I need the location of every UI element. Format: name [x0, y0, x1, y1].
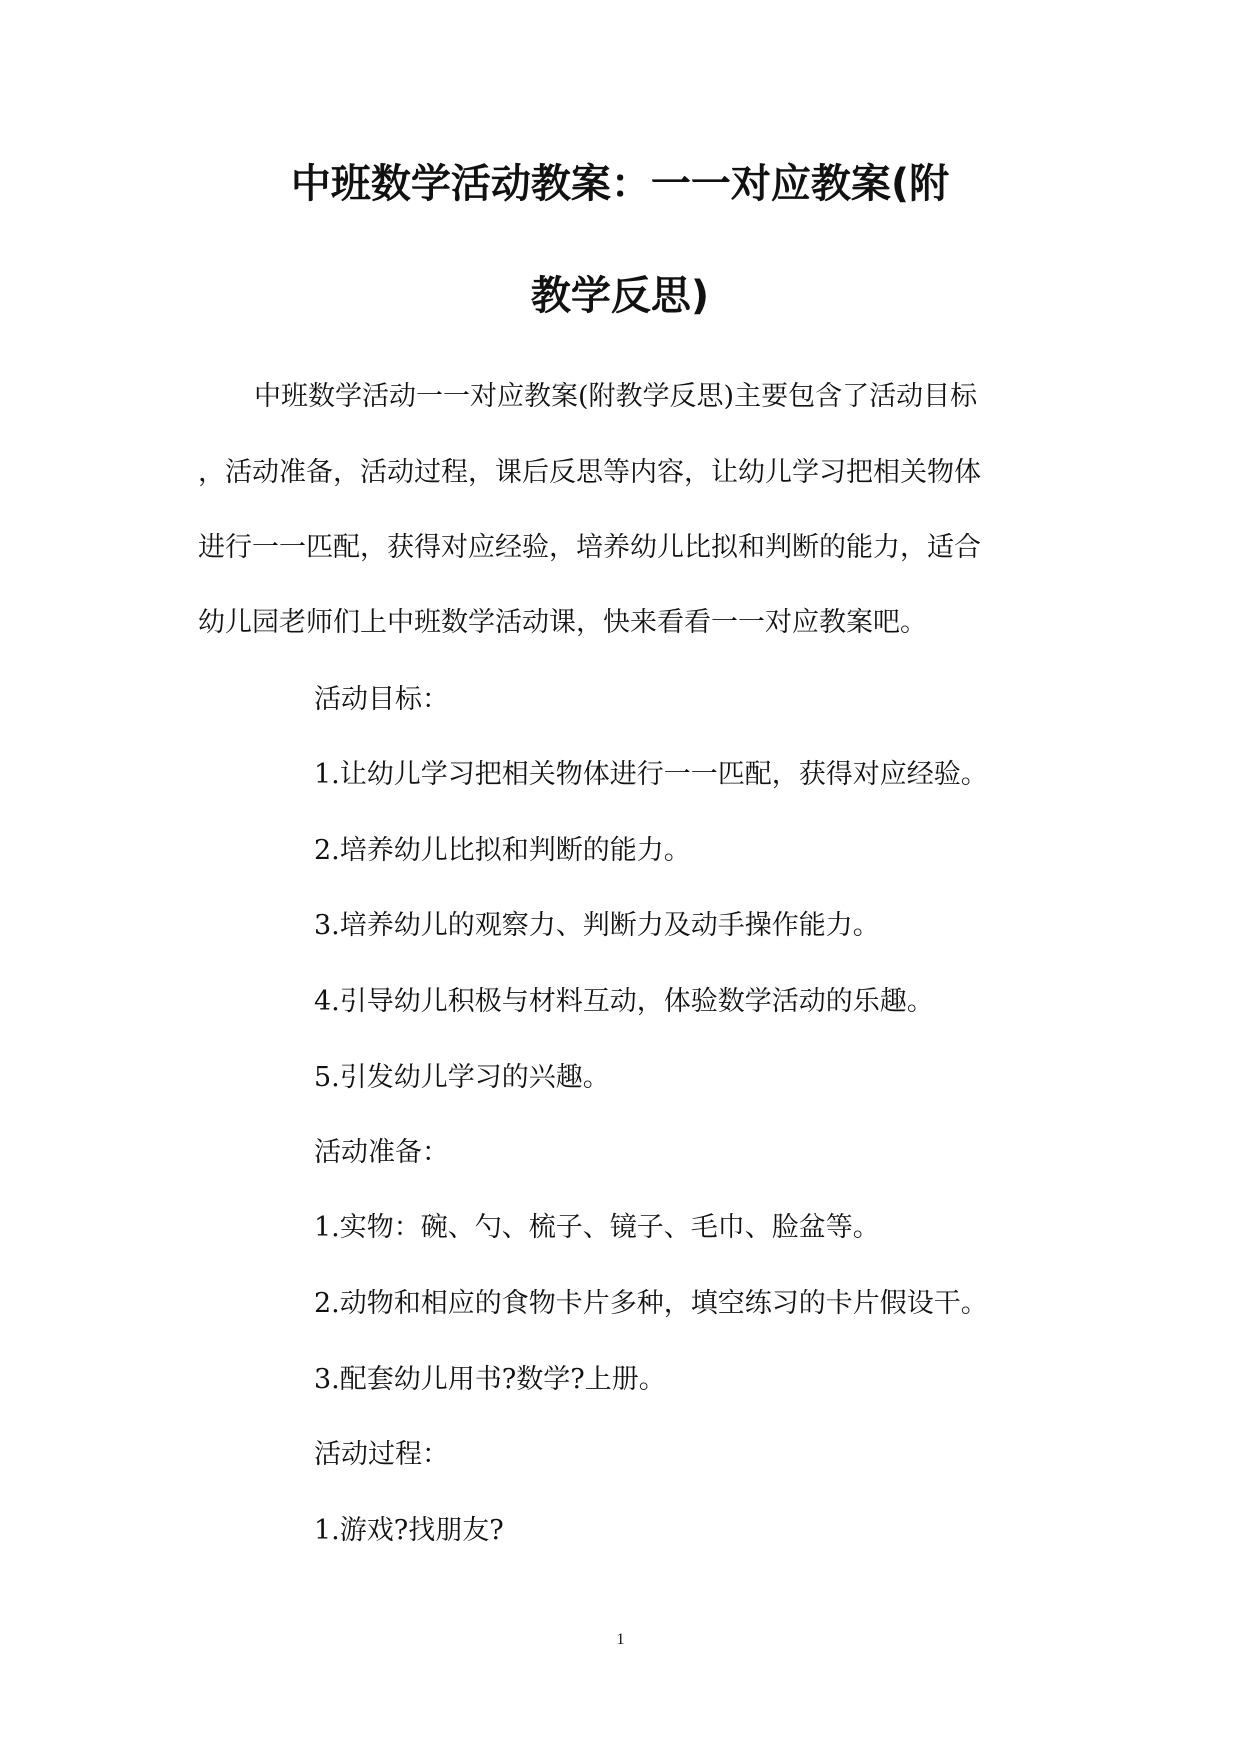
intro-paragraph-line-2: ，活动准备，活动过程，课后反思等内容，让幼儿学习把相关物体 — [198, 457, 981, 488]
page-number: 1 — [616, 1631, 625, 1648]
process-heading: 活动过程： — [314, 1439, 449, 1470]
objectives-heading: 活动目标： — [314, 684, 449, 715]
objective-item: 1.让幼儿学习把相关物体进行一一匹配，获得对应经验。 — [314, 759, 988, 790]
objective-item: 2.培养幼儿比拟和判断的能力。 — [314, 835, 691, 866]
document-title-line-1: 中班数学活动教案：一一对应教案(附 — [290, 161, 950, 207]
preparation-item: 3.配套幼儿用书?数学?上册。 — [314, 1364, 666, 1395]
intro-paragraph-line-3: 进行一一匹配，获得对应经验，培养幼儿比拟和判断的能力，适合 — [198, 532, 981, 563]
preparation-item: 1.实物：碗、勺、梳子、镜子、毛巾、脸盆等。 — [314, 1212, 880, 1243]
objective-item: 3.培养幼儿的观察力、判断力及动手操作能力。 — [314, 910, 880, 941]
preparation-heading: 活动准备： — [314, 1137, 449, 1168]
preparation-item: 2.动物和相应的食物卡片多种，填空练习的卡片假设干。 — [314, 1288, 988, 1319]
objective-item: 4.引导幼儿积极与材料互动，体验数学活动的乐趣。 — [314, 986, 934, 1017]
process-item: 1.游戏?找朋友? — [314, 1515, 504, 1546]
intro-paragraph-line-4: 幼儿园老师们上中班数学活动课，快来看看一一对应教案吧。 — [198, 607, 927, 638]
document-title-line-2: 教学反思) — [530, 273, 710, 319]
intro-paragraph-line-1: 中班数学活动一一对应教案(附教学反思)主要包含了活动目标 — [254, 381, 978, 412]
objective-item: 5.引发幼儿学习的兴趣。 — [314, 1062, 610, 1093]
